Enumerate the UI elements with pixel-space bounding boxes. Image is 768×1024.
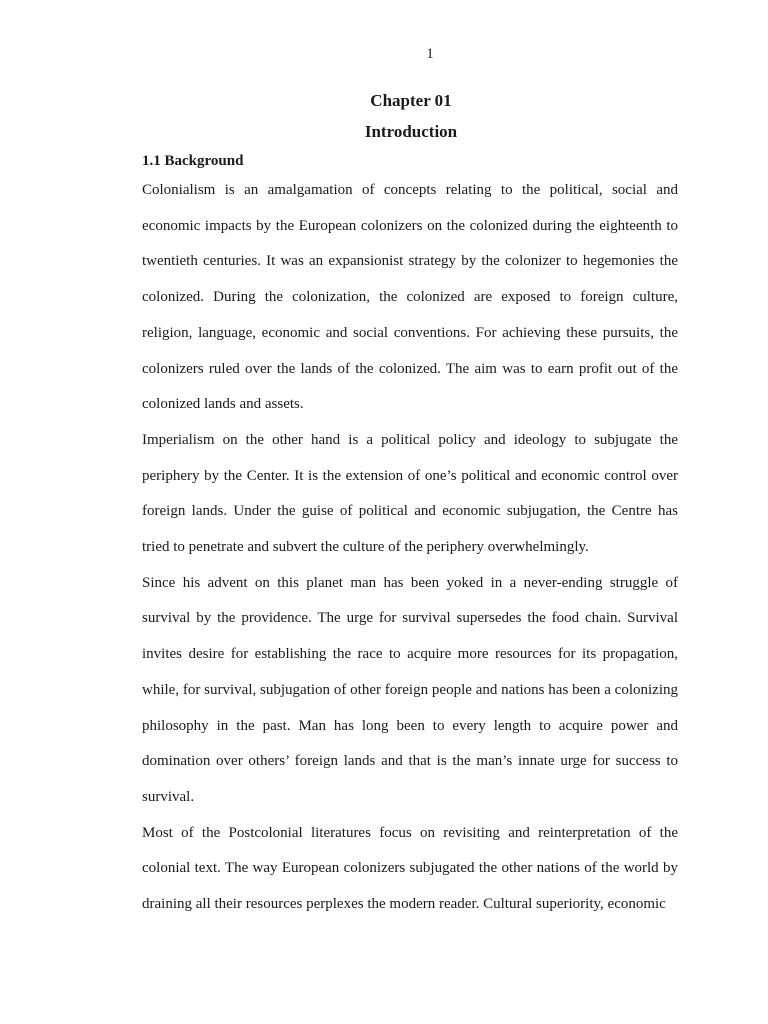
paragraph: Most of the Postcolonial literatures focus on revisiting and reinterpretation of the colonial text. The way European colonizers subjugated the other nations of the world by draining all their resources perplexes the modern reader. Cultural superiority, economic: [142, 824, 678, 913]
paragraph: Imperialism on the other hand is a political policy and ideology to subjugate the periphery by the Center. It is the extension of one’s political and economic control over foreign lands. Under the guise of political and economic subjugation, the Centre has tried to penetrate and subvert the culture of the periphery overwhelmingly.: [142, 431, 678, 556]
paragraph: Colonialism is an amalgamation of concepts relating to the political, social and economic impacts by the European colonizers on the colonized during the eighteenth to twentieth centuries. It was an expansionist strategy by the colonizer to hegemonies the colonized. During the colonization, the colonized are exposed to foreign culture, religion, language, economic and social conventions. For achieving these pursuits, the colonizers ruled over the lands of the colonized. The aim was to earn profit out of the colonized lands and assets.: [142, 182, 678, 413]
paragraph: Since his advent on this planet man has been yoked in a never-ending struggle of survival by the providence. The urge for survival supersedes the food chain. Survival invites desire for establishing the race to acquire more resources for its propagation, while, for survival, subjugation of other foreign people and nations has been a colonizing philosophy in the past. Man has long been to every length to acquire power and domination over others’ foreign lands and that is the man’s innate urge for success to survival.: [142, 574, 678, 805]
chapter-title: Introduction: [364, 122, 458, 141]
section-heading: 1.1 Background: [142, 153, 244, 169]
chapter-number: Chapter 01: [370, 91, 452, 110]
page-number: 1: [426, 46, 434, 62]
body-text: [142, 173, 678, 923]
